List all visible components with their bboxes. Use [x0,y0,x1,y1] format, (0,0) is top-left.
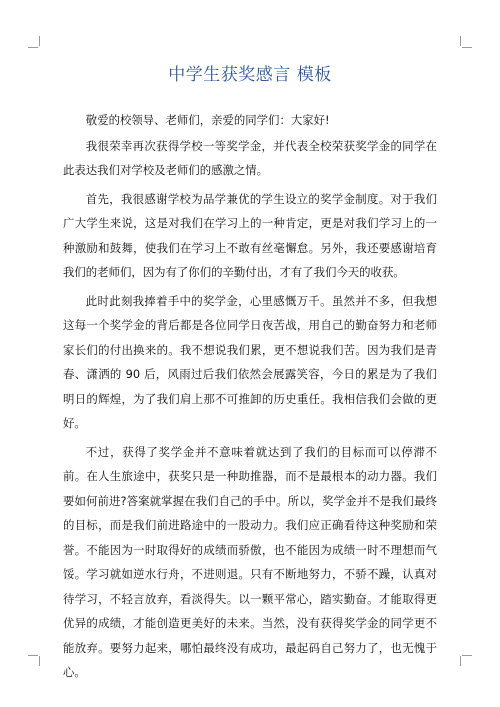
document-body [63,108,437,689]
crop-mark-bottom-left [28,655,40,667]
document-title: 中学生获奖感言 模板 [168,65,332,85]
paragraph-3: 此时此刻我捧着手中的奖学金，心里感慨万千。虽然并不多，但我想这每一个奖学金的背后都是各位同学日夜苦战，用自己的勤奋努力和老师家长们的付出换来的。我不想说我们累，更不想说我们苦。因为我们是青春、潇洒的 90 后，风雨过后我们依然会展露笑容，今日的累是为了我们明日的辉煌，为了我们肩上那不可推卸的历史重任。我相信我们会做的更好。 [63,293,437,430]
paragraph-4: 不过，获得了奖学金并不意味着就达到了我们的目标而可以停滞不前。在人生旅途中，获奖只是一种助推器，而不是最根本的动力器。我们要如何前进?答案就掌握在我们自己的手中。所以，奖学金并不是我们最终的目标，而是我们前进路途中的一股动力。我们应正确看待这种奖励和荣誉。不能因为一时取得好的成绩而骄傲，也不能因为成绩一时不理想而气馁。学习就如逆水行舟，不进则退。只有不断地努力，不骄不躁，认真对待学习，不轻言放弃，看淡得失。以一颗平常心，踏实勤奋。才能取得更优异的成绩，才能创造更美好的未来。当然，没有获得奖学金的同学更不能放弃。要努力起来，哪怕最终没有成功，最起码自己努力了，也无愧于心。 [63,444,437,679]
crop-mark-bottom-right [460,655,472,667]
crop-mark-top-left [28,36,40,48]
crop-mark-top-right [460,36,472,48]
paragraph-2: 首先，我很感谢学校为品学兼优的学生设立的奖学金制度。对于我们广大学生来说，这是对我们在学习上的一种肯定，更是对我们学习上的一种激励和鼓舞，使我们在学习上不敢有丝毫懈怠。另外，我还要感谢培育我们的老师们，因为有了你们的辛勤付出，才有了我们今天的收获。 [63,191,437,279]
paragraph-1: 我很荣幸再次获得学校一等奖学金，并代表全校荣获奖学金的同学在此表达我们对学校及老师们的感激之情。 [63,138,437,177]
salutation: 敬爱的校领导、老师们，亲爱的同学们：大家好! [85,113,330,127]
